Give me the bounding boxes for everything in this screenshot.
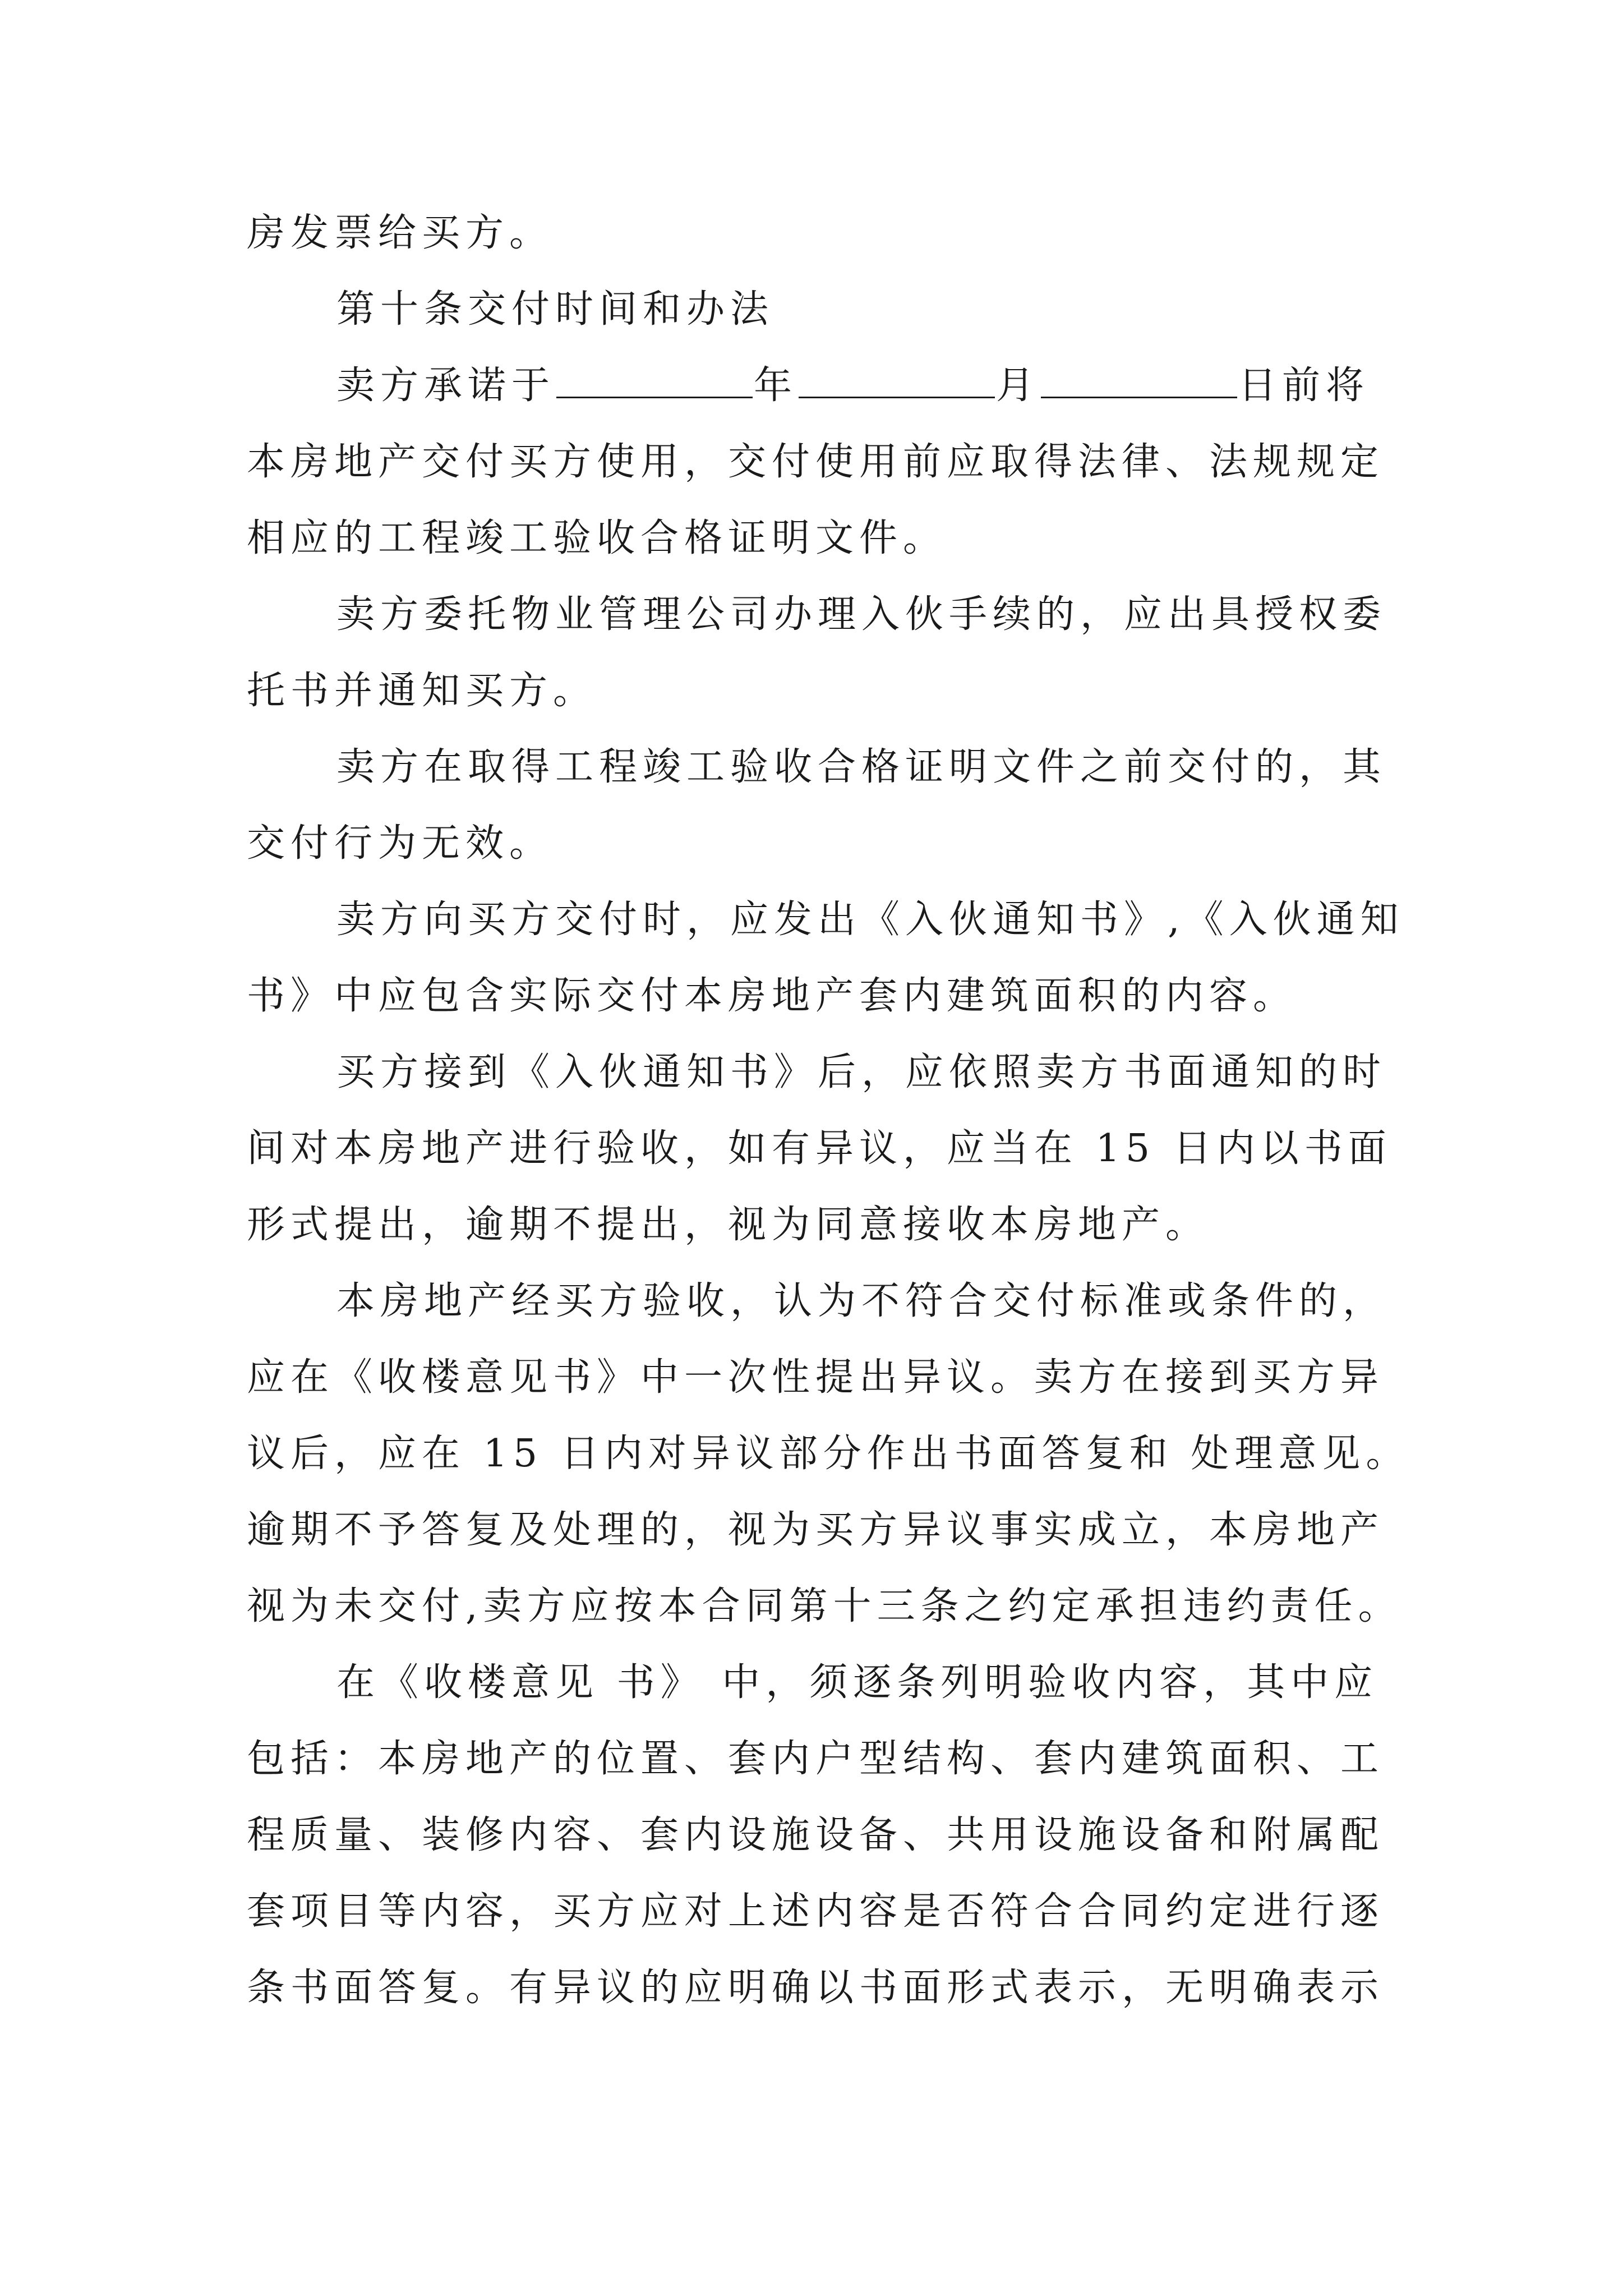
text-line: 托书并通知买方。 [247,669,597,713]
text-line: 相应的工程竣工验收合格证明文件。 [247,516,947,560]
text-line: 书》中应包含实际交付本房地产套内建筑面积的内容。 [247,974,1297,1018]
text-line: 条书面答复。有异议的应明确以书面形式表示，无明确表示 [247,1966,1385,2010]
text-line: 形式提出，逾期不提出，视为同意接收本房地产。 [247,1203,1210,1247]
text-line: 卖方在取得工程竣工验收合格证明文件之前交付的，其 [336,745,1387,789]
delivery-prefix: 卖方承诺于 [336,364,556,408]
text-line: 套项目等内容，买方应对上述内容是否符合合同约定进行逐 [247,1889,1385,1934]
document-body [247,195,1410,2026]
delivery-suffix: 日前将 [1238,364,1370,408]
day-blank [1041,363,1237,398]
text-line: 卖方委托物业管理公司办理入伙手续的，应出具授权委 [336,592,1387,637]
text-line: 逾期不予答复及处理的，视为买方异议事实成立，本房地产 [247,1508,1385,1552]
text-line: 本房地产经买方验收，认为不符合交付标准或条件的， [336,1279,1387,1323]
text-line: 议后，应在 15 日内对异议部分作出书面答复和 处理意见。 [247,1432,1410,1476]
text-line: 买方接到《入伙通知书》后，应依照卖方书面通知的时 [336,1050,1387,1094]
text-line: 房发票给买方。 [247,211,554,255]
text-line: 交付行为无效。 [247,821,554,866]
text-line: 应在《收楼意见书》中一次性提出异议。卖方在接到买方异 [247,1355,1385,1400]
year-blank [556,363,753,398]
section-heading: 第十条交付时间和办法 [336,287,774,332]
text-line: 视为未交付,卖方应按本合同第十三条之约定承担违约责任。 [247,1584,1402,1628]
text-line: 程质量、装修内容、套内设施设备、共用设施设备和附属配 [247,1813,1385,1857]
month-blank [799,363,995,398]
text-line: 在《收楼意见 书》 中，须逐条列明验收内容，其中应 [336,1660,1378,1705]
year-label: 年 [754,364,798,408]
month-label: 月 [996,364,1040,408]
text-line: 本房地产交付买方使用，交付使用前应取得法律、法规规定 [247,440,1385,484]
text-line: 卖方向买方交付时，应发出《入伙通知书》,《入伙通知 [336,898,1404,942]
text-line-with-blanks [247,348,1385,424]
text-line: 间对本房地产进行验收，如有异议，应当在 15 日内以书面 [247,1126,1392,1171]
text-line: 包括：本房地产的位置、套内户型结构、套内建筑面积、工 [247,1737,1385,1781]
